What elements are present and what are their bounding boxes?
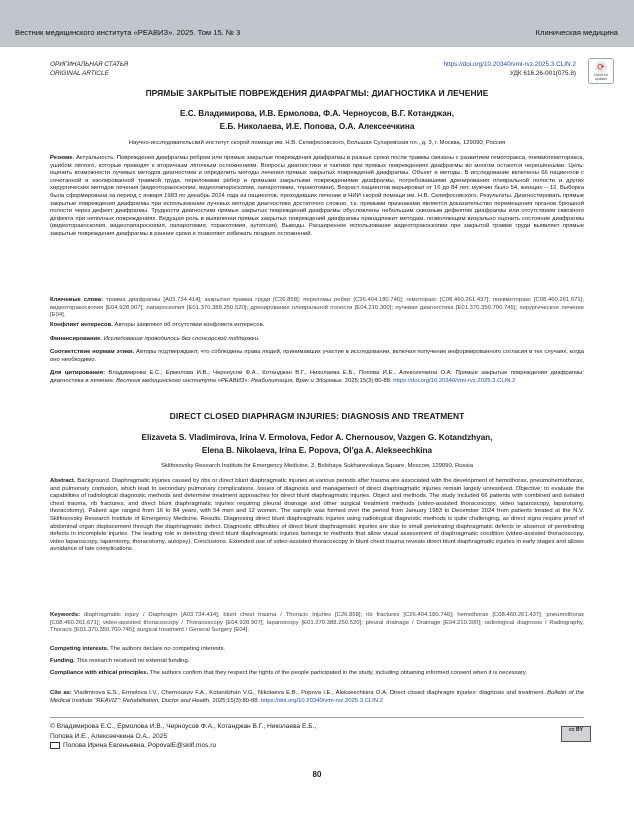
- article-type-en: ORIGINAL ARTICLE: [50, 70, 109, 77]
- journal-running-title: Вестник медицинского института «РЕАВИЗ». 2025. Том 15. № 3: [15, 28, 241, 37]
- funding-ru-label: Финансирование.: [50, 336, 103, 342]
- check-for-updates-badge[interactable]: [588, 58, 614, 84]
- page-number: 80: [312, 770, 322, 779]
- ethics-ru: [50, 349, 584, 364]
- article-identifiers: [444, 60, 577, 78]
- authors-en-line2: Elena B. Nikolaeva, Irina E. Popova, Ol'ga A. Alekseechkina: [201, 446, 433, 455]
- article-type: [50, 60, 128, 78]
- abstract-en-label: Abstract.: [50, 478, 76, 484]
- keywords-ru-text: травма диафрагмы [A03.734.414]; закрытая травма груди [C26.858]; переломы ребер [C26.404.180.746]; гемоторакс [C08.460.261.437]; пневмоторакс [C08.460.261.671]; видеоторакоскопия [E04.928.907]; лапароскопия [E01.370.388.250.520]; дренирование плевральной полости [E04.210.300]; лучевая диагностика [E01.370.350.700.745]; хирургическое лечение [E04].: [50, 297, 584, 319]
- title-en: DIRECT CLOSED DIAPHRAGM INJURIES: DIAGNOSIS AND TREATMENT: [169, 411, 465, 421]
- title-ru: ПРЯМЫЕ ЗАКРЫТЫЕ ПОВРЕЖДЕНИЯ ДИАФРАГМЫ: ДИАГНОСТИКА И ЛЕЧЕНИЕ: [145, 88, 489, 98]
- corresponding-author: [50, 741, 316, 751]
- authors-ru-line1: Е.С. Владимирова, И.В. Ермолова, Ф.А. Черноусов, В.Г. Котанджан,: [180, 109, 454, 118]
- authors-ru-line2: Е.Б. Николаева, И.Е. Попова, О.А. Алексеечкина: [219, 122, 415, 131]
- conflict-ru-label: Конфликт интересов.: [50, 322, 113, 328]
- funding-en: [50, 658, 584, 666]
- abstract-en: [50, 478, 584, 554]
- ethics-en-label: Compliance with ethical principles.: [50, 670, 149, 676]
- footer-divider: [50, 717, 584, 718]
- funding-ru: [50, 336, 584, 344]
- affiliation-en: Sklifosovsky Research Institute for Emergency Medicine, 3, Bolshaya Sukharevskaya Square, Moscow, 129090, Russia: [160, 463, 474, 469]
- citation-en-text: Vladimirova E.S., Ermolova I.V., Chernousov F.A., Kotandzhan V.G., Nikolaeva E.B., Popova I.E., Alekseechkina O.A. Direct closed diaphragm injuries: diagnosis and treatment.: [74, 690, 545, 696]
- citation-en-journal: Bulletin of the Medical Institute "REAVIZ": Rehabilitation, Doctor and Health.: [50, 690, 584, 704]
- citation-en: [50, 690, 584, 705]
- citation-en-doi[interactable]: https://doi.org/10.20340/vmi-rvz.2025.3.CLIN.2: [260, 697, 383, 704]
- keywords-ru: [50, 297, 584, 320]
- ethics-ru-label: Соответствие нормам этики.: [50, 349, 135, 355]
- competing-en: [50, 646, 584, 654]
- doi-link[interactable]: https://doi.org/10.20340/vmi-rvz.2025.3.CLIN.2: [443, 61, 576, 68]
- badge-label: Check for updates: [593, 73, 609, 81]
- udc-code: УДК 616.26-001(075.8): [509, 70, 576, 77]
- citation-en-tail: 2025;15(3):80-88.: [212, 697, 260, 704]
- keywords-en: [50, 612, 584, 635]
- envelope-icon: [50, 742, 60, 749]
- authors-ru: [20, 107, 614, 133]
- copyright-line2: Попова И.Е., Алексеечкина О.А., 2025: [50, 732, 167, 740]
- conflict-ru-text: Авторы заявляют об отсутствии конфликта интересов.: [114, 322, 265, 328]
- running-header: [0, 0, 634, 47]
- abstract-en-text: Background. Diaphragmatic injuries caused by ribs or direct blunt diaphragmatic injuries at various periods after trauma are associated with the development of hemothorax, pneumohemothorax, and pulmonary contusion, which lead to secondary pulmonary complications. Issues of diagnosis and management of direct diaphragmatic injuries remain largely unresolved. Objective: to evaluate the capabilities of radiological diagnostic methods and determine treatment approaches for direct blunt diaphragmatic injuries. Object and methods. The study included 66 patients with combined and isolated chest trauma, rib fractures, and direct blunt diaphragmatic injuries requiring pleural drainage and other surgical treatment methods (video-assisted thoracoscopy, video laparoscopy, laparotomy, thoracotomy). Patient age ranged from 16 to 84 years, with 54 men and 12 women. The sample was formed over the period from January 1983 to December 2024 from patients treated at the N.V. Sklifosovsky Research Institute of Emergency Medicine. Results. Diagnosing direct blunt diaphragmatic injuries using radiological diagnostic methods is quite challenging, as direct signs require proof of abdominal organ displacement through the diaphragmatic defect. Diagnostic difficulties of direct blunt diaphragmatic injuries are due to small penetrating diaphragmatic defects or absence of penetrating defects in incomplete injuries. The leading role in detecting direct blunt diaphragmatic injuries belongs to methods that allow visual assessment of diaphragmatic condition (video-assisted thoracoscopy, video laparoscopy, laparotomy, thoracotomy, autopsy). Conclusions. Extended use of video-assisted thoracoscopy in blunt chest trauma reveals direct blunt diaphragmatic injuries in early stages and allows avoidance of late complications.: [50, 478, 584, 553]
- citation-ru-text: Владимирова Е.С., Ермолова И.В., Черноусов Ф.А., Котанджан В.Г., Николаева Е.Б., Попова И.Е., Алексеечкина О.А. Прямые закрытые повреждения диафрагмы: диагностика и лечение.: [50, 370, 584, 384]
- ethics-ru-text: Авторы подтверждают, что соблюдены права людей, принимавших участие в исследовании, включая получение информированного согласия в тех случаях, когда оно необходимо.: [50, 349, 585, 363]
- keywords-en-text: diaphragmatic injury / Diaphragm [A03.734.414]; blunt chest trauma / Thoracic Injuries [C26.858]; rib fractures [C26.404.180.746]; hemothorax [C08.460.261.437]; pneumothorax [C08.460.261.671]; video-assisted thoracoscopy / Thoracoscopy [E04.928.907]; laparoscopy [E01.370.388.250.520]; pleural drainage / Drainage [E04.210.300]; radiological diagnosis / Radiography, Thoracic [E01.370.350.700.745]; surgical treatment / General Surgery [E04].: [50, 612, 585, 634]
- refresh-icon: ⟳: [595, 61, 607, 73]
- funding-en-label: Funding.: [50, 658, 75, 664]
- ethics-en: [50, 670, 584, 678]
- authors-en: [20, 431, 614, 457]
- competing-en-label: Competing interests.: [50, 646, 109, 652]
- copyright-block: [50, 722, 316, 751]
- copyright-line1: © Владимирова Е.С., Ермолова И.В., Черноусов Ф.А., Котанджан В.Г., Николаева Е.Б.,: [50, 723, 317, 730]
- keywords-ru-label: Ключевые слова:: [50, 297, 104, 303]
- conflict-ru: [50, 322, 584, 330]
- citation-en-label: Cite as:: [50, 690, 72, 696]
- abstract-ru-text: Актуальность. Повреждения диафрагмы ребром или прямые закрытые повреждения диафрагмы в разные сроки после травмы связаны с развитием гемоторакса, пневмогемоторакса, ушибом лёгкого, которые приводят к вторичным лёгочным осложнениям. Вопросы диагностики и тактики при прямых повреждениях диафрагмы во многом остаются нерешёнными. Цель: оценить возможности лучевых методов диагностики и определить методы лечения прямых закрытых повреждений диафрагмы. Объект и методы. В исследование включены 66 пациентов с сочетанной и изолированной травмой груди, переломами рёбер и прямыми закрытыми повреждениями диафрагмы, потребовавшими дренирования плевральной полости и других хирургических методов лечения (видеоторакоскопии, видеолапароскопии, лапаротомии, торакотомии). Возраст пациентов варьировал от 16 до 84 лет, мужчин было 54, женщин – 12. Выборка была сформирована за период с января 1983 по декабрь 2024 года из пациентов, проходивших лечение в НИИ скорой помощи им. Н.В. Склифосовского. Результаты. Диагностировать прямые закрытые повреждения диафрагмы при использовании лучевых методов диагностики достаточно сложно, т.к. прямыми признаками является доказательство перемещения органов брюшной полости через дефект диафрагмы. Трудности диагностики прямых закрытых повреждений диафрагмы обусловлены небольшим сквозным дефектом диафрагмы или отсутствием сквозного дефекта при неполных повреждениях. Ведущая роль в выявлении прямых закрытых повреждений диафрагмы принадлежит методам, позволяющим визуально оценить состояние диафрагмы (видеоторакоскопия, видеолапароскопия, лапаротомия, торакотомия, аутопсия). Выводы. Расширенное использование видеоторакоскопии при закрытой травме груди выявляет прямые закрытые повреждения диафрагмы в ранние сроки и позволяет избежать поздних осложнений.: [50, 155, 584, 237]
- affiliation-ru: Научно-исследовательский институт скорой помощи им. Н.В. Склифосовского, Большая Сухаревская пл., д. 3, г. Москва, 129090, Россия: [128, 140, 506, 146]
- funding-en-text: This research received no external funding.: [76, 658, 190, 664]
- authors-en-line1: Elizaveta S. Vladimirova, Irina V. Ermolova, Fedor A. Chernousov, Vazgen G. Kotandzhyan,: [141, 433, 493, 442]
- keywords-en-label: Keywords:: [50, 612, 81, 618]
- citation-ru-journal: Вестник медицинского института «РЕАВИЗ»: Реабилитация, Врач и Здоровье.: [116, 377, 344, 384]
- corresponding-author-text: Попова Ирина Евгеньевна, PopovalE@sklif.mos.ru: [63, 742, 217, 750]
- abstract-ru: [50, 155, 584, 239]
- cc-license-badge[interactable]: cc BY: [561, 726, 591, 742]
- citation-ru: [50, 370, 584, 385]
- citation-ru-tail: 2025;15(3):80-88.: [344, 377, 392, 384]
- citation-ru-doi[interactable]: https://doi.org/10.20340/vmi-rvz.2025.3.CLIN.2: [393, 377, 516, 384]
- competing-en-text: The authors declare no competing interests.: [110, 646, 226, 652]
- section-running-title: Клиническая медицина: [535, 28, 618, 37]
- funding-ru-text: Исследование проводилось без спонсорской поддержки.: [103, 336, 260, 342]
- citation-ru-label: Для цитирования:: [50, 370, 106, 376]
- ethics-en-text: The authors confirm that they respect the rights of the people participated in the study, including obtaining informed consent when it is necessary.: [149, 670, 528, 676]
- abstract-ru-label: Резюме.: [50, 155, 75, 161]
- article-type-ru: ОРИГИНАЛЬНАЯ СТАТЬЯ: [50, 61, 129, 68]
